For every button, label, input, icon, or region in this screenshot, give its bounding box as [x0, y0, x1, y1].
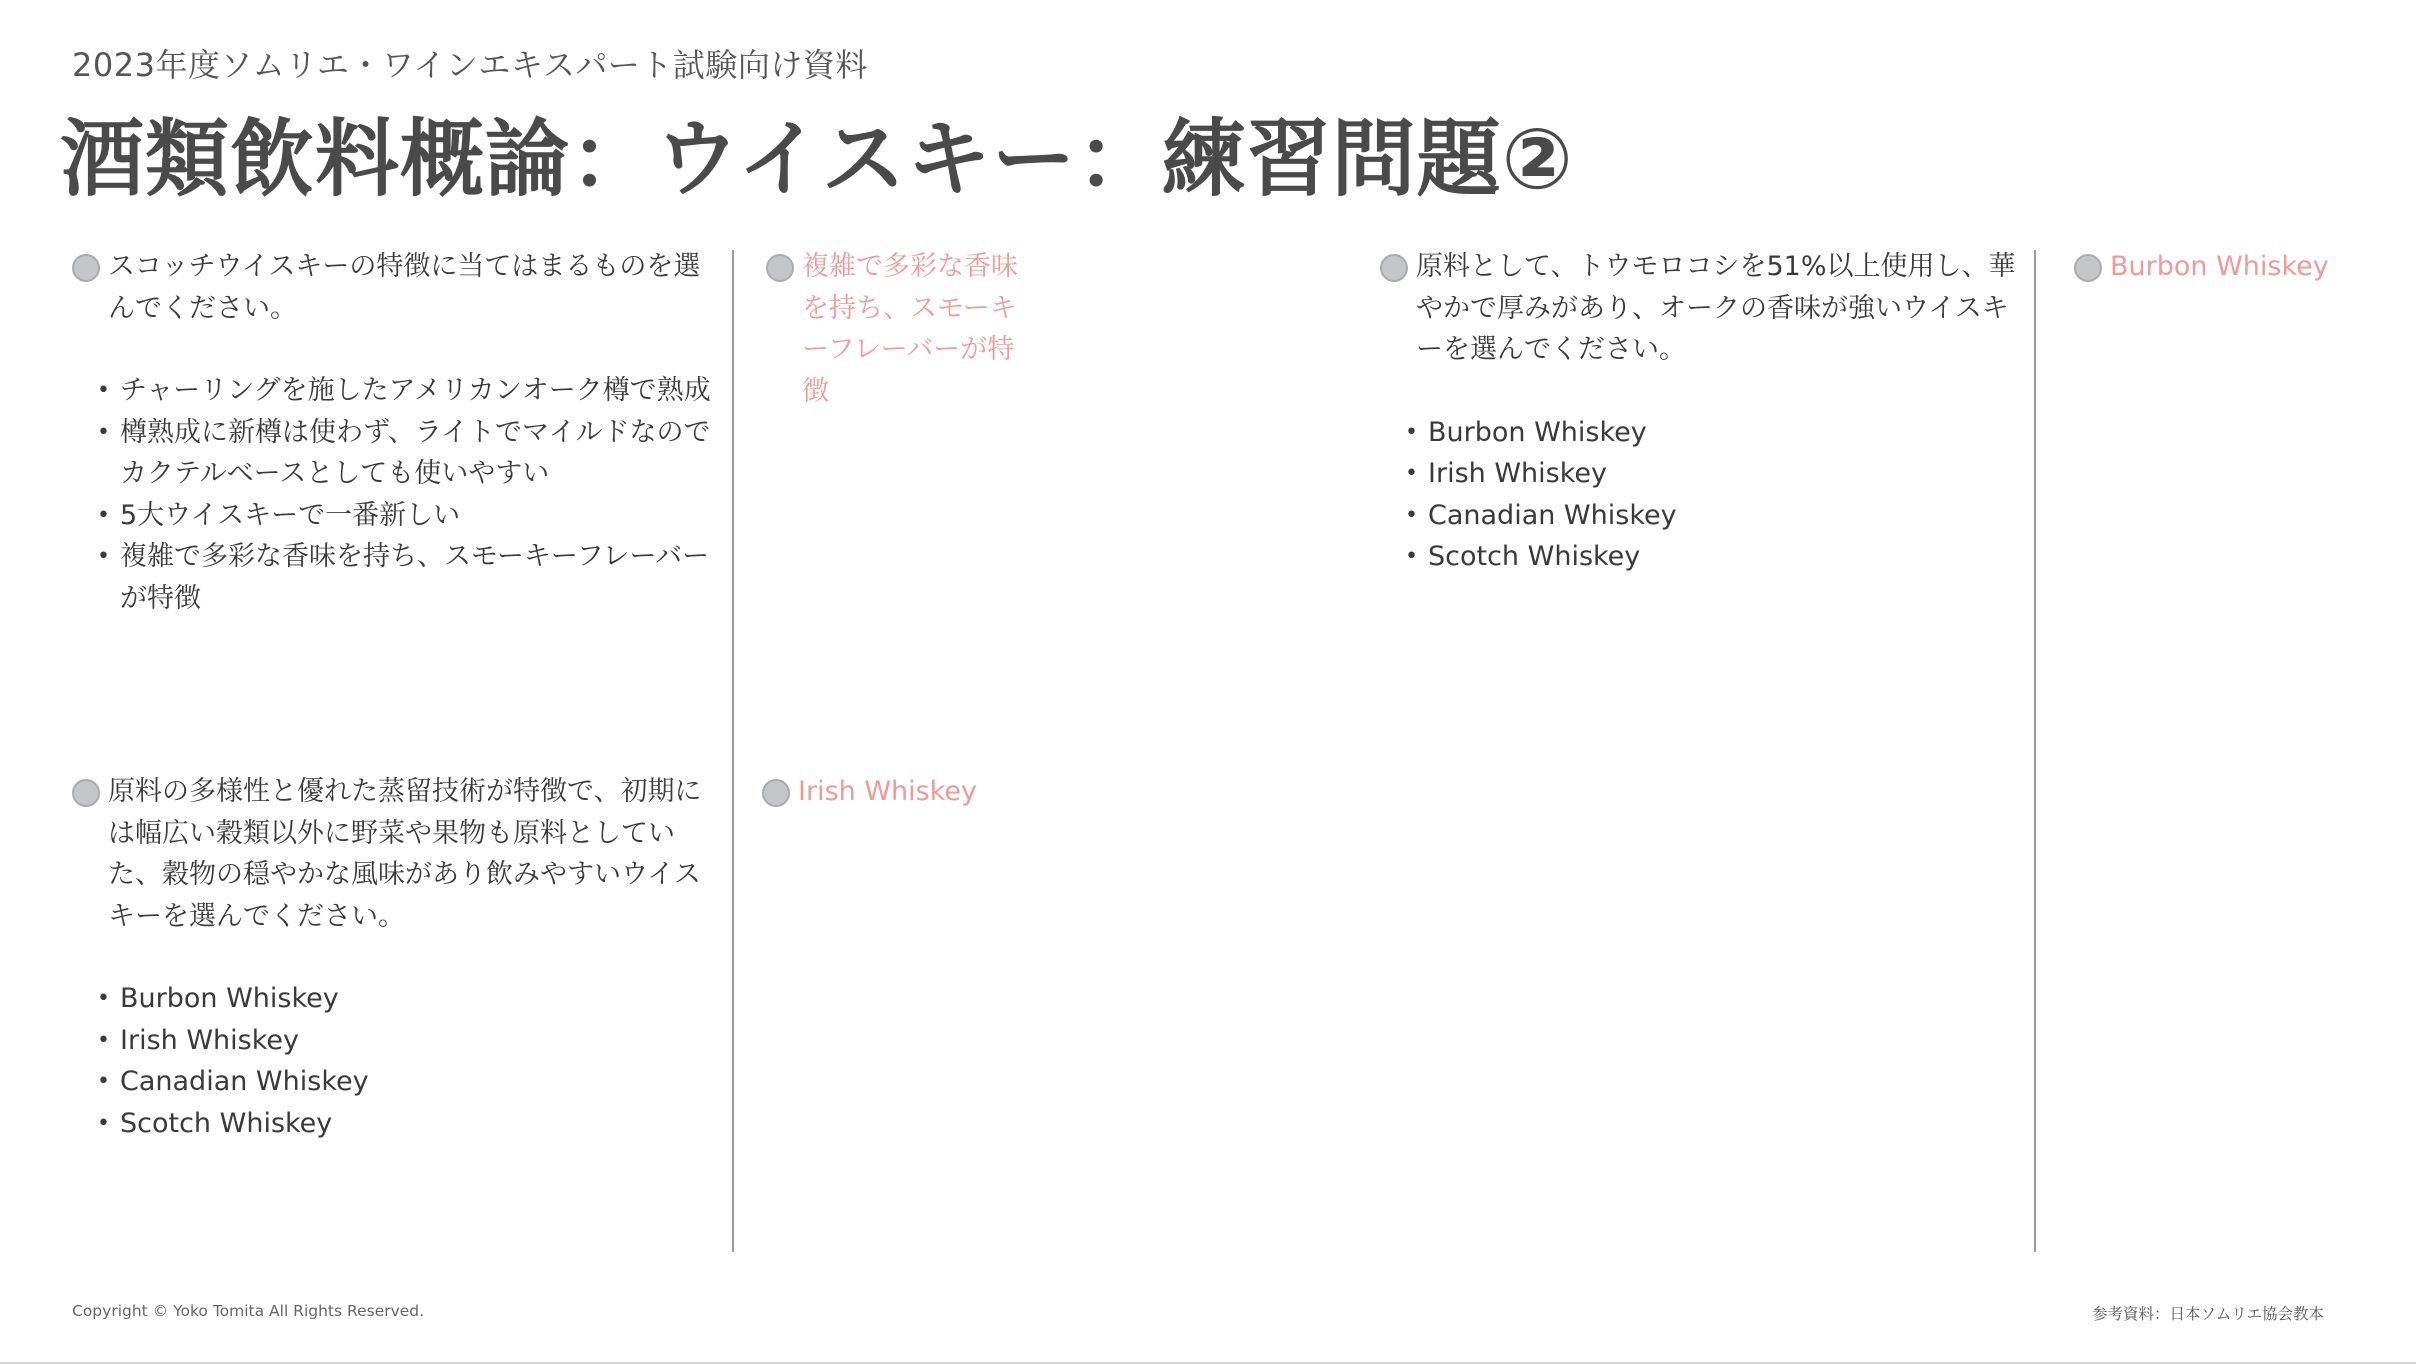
answer-bullet-icon — [2074, 254, 2102, 282]
column-divider-left — [732, 250, 734, 1252]
answer-bullet-icon — [766, 254, 794, 282]
option-list — [1380, 412, 2020, 578]
option-item: • Irish Whiskey — [1380, 453, 2020, 495]
copyright-text: Copyright © Yoko Tomita All Rights Reserved. — [72, 1302, 425, 1320]
page-subtitle: 2023年度ソムリエ・ワインエキスパート試験向け資料 — [72, 46, 868, 84]
option-item: • 樽熟成に新樽は使わず、ライトでマイルドなのでカクテルベースとしても使いやすい — [72, 412, 722, 495]
option-list — [72, 370, 722, 619]
option-item: • Canadian Whiskey — [72, 1061, 722, 1103]
answer-text: Burbon Whiskey — [2110, 251, 2329, 282]
question-block-2 — [72, 771, 722, 1144]
column-divider-right — [2034, 250, 2036, 1252]
option-item: • チャーリングを施したアメリカンオーク樽で熟成 — [72, 370, 722, 412]
question-text: スコッチウイスキーの特徴に当てはまるものを選んでください。 — [108, 251, 701, 324]
option-item: • Scotch Whiskey — [72, 1103, 722, 1145]
question-text: 原料の多様性と優れた蒸留技術が特徴で、初期には幅広い穀類以外に野菜や果物も原料としていた、穀物の穏やかな風味があり飲みやすいウイスキーを選んでください。 — [108, 776, 702, 932]
option-item: • Burbon Whiskey — [1380, 412, 2020, 454]
option-item: • 5大ウイスキーで一番新しい — [72, 495, 722, 537]
question-text: 原料として、トウモロコシを51%以上使用し、華やかで厚みがあり、オークの香味が強いウイスキーを選んでください。 — [1416, 251, 2016, 365]
answer-block-1 — [766, 246, 1036, 412]
answer-block-3 — [2074, 246, 2394, 288]
question-block-3 — [1380, 246, 2020, 578]
option-item: • 複雑で多彩な香味を持ち、スモーキーフレーバーが特徴 — [72, 536, 722, 619]
option-item: • Canadian Whiskey — [1380, 495, 2020, 537]
answer-bullet-icon — [762, 779, 790, 807]
option-list — [72, 978, 722, 1144]
answer-text: 複雑で多彩な香味を持ち、スモーキーフレーバーが特徴 — [802, 251, 1018, 407]
page-title: 酒類飲料概論：ウイスキー：練習問題② — [60, 110, 1574, 208]
reference-text: 参考資料：日本ソムリエ協会教本 — [2091, 1305, 2324, 1323]
option-item: • Burbon Whiskey — [72, 978, 722, 1020]
answer-text: Irish Whiskey — [798, 776, 977, 807]
option-item: • Scotch Whiskey — [1380, 536, 2020, 578]
option-item: • Irish Whiskey — [72, 1020, 722, 1062]
question-block-1 — [72, 246, 722, 619]
answer-block-2 — [762, 771, 1162, 813]
